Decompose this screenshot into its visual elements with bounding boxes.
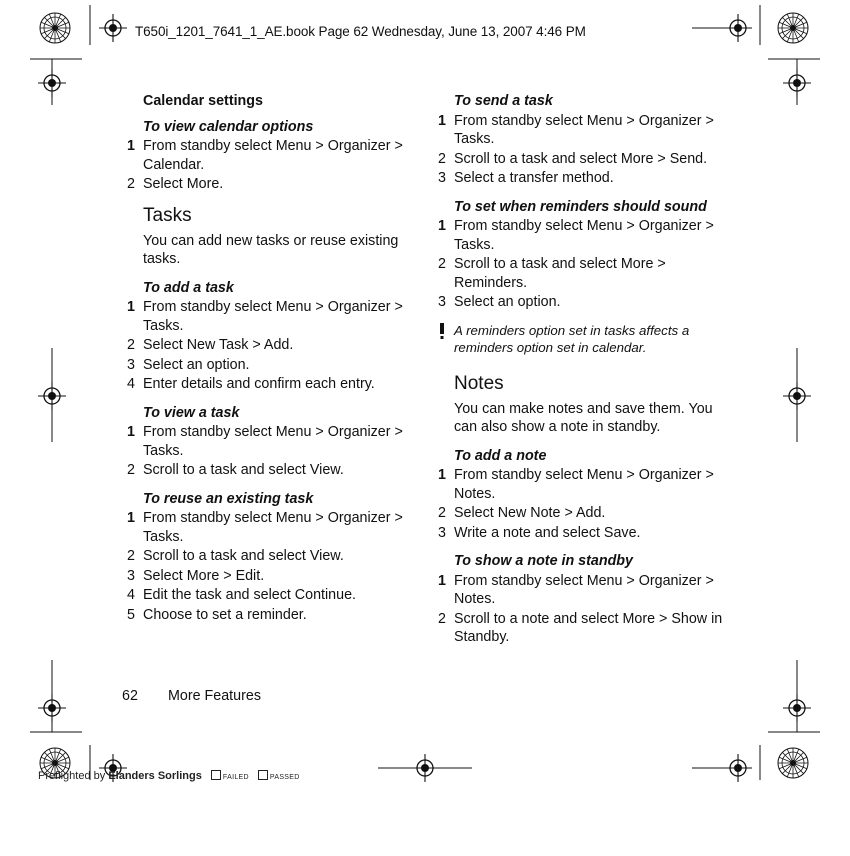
add-note-steps [438, 466, 728, 542]
step-item [438, 255, 728, 292]
book-info-header: T650i_1201_7641_1_AE.book Page 62 Wednesday, June 13, 2007 4:46 PM [135, 24, 586, 39]
step-text: Select a transfer method. [454, 170, 614, 186]
step-number: 2 [438, 610, 446, 627]
preflight-brand: Elanders Sorlings [108, 770, 202, 782]
step-number: 1 [127, 424, 135, 440]
step-number: 1 [127, 299, 135, 315]
step-number: 5 [127, 606, 135, 623]
step-text: Select an option. [454, 294, 561, 310]
step-item [438, 293, 728, 312]
step-text: Scroll to a task and select View. [143, 462, 344, 478]
view-options-steps [127, 137, 417, 194]
procedure-title: To show a note in standby [454, 553, 633, 569]
step-text: From standby select Menu > Organizer > Tasks. [143, 424, 403, 459]
step-number: 4 [127, 587, 135, 603]
crosshair-target-icon [38, 694, 66, 722]
step-item [127, 423, 417, 460]
reminder-note [438, 322, 728, 356]
step-text: From standby select Menu > Organizer > Tasks. [454, 112, 714, 147]
step-text: Select New Note > Add. [454, 505, 606, 521]
step-text: From standby select Menu > Organizer > Tasks. [143, 299, 403, 334]
step-text: Scroll to a task and select More > Send. [454, 150, 708, 167]
step-item [438, 610, 728, 647]
right-column [438, 92, 728, 657]
failed-checkbox [211, 770, 221, 780]
step-text: From standby select Menu > Organizer > Calendar. [143, 138, 403, 173]
step-number: 3 [127, 567, 135, 584]
calendar-settings-heading: Calendar settings [143, 93, 263, 109]
step-number: 2 [127, 548, 135, 564]
procedure-title: To set when reminders should sound [454, 198, 707, 215]
step-number: 1 [438, 112, 446, 129]
step-item [438, 572, 728, 609]
step-number: 1 [438, 218, 446, 234]
preflight-label: Preflighted by [38, 770, 106, 782]
step-item [438, 504, 728, 523]
tasks-heading: Tasks [143, 204, 192, 226]
step-item [127, 547, 417, 566]
procedure-title: To add a note [454, 447, 547, 464]
send-task-steps [438, 112, 728, 188]
crosshair-target-icon [783, 69, 811, 97]
crosshair-target-icon [38, 69, 66, 97]
crosshair-target-icon [783, 382, 811, 410]
step-number: 1 [438, 572, 446, 589]
crosshair-target-icon [783, 694, 811, 722]
passed-checkbox [258, 770, 268, 780]
crosshair-target-icon [38, 382, 66, 410]
step-number: 2 [438, 256, 446, 272]
step-number: 2 [127, 176, 135, 192]
step-number: 2 [438, 150, 446, 167]
notes-heading: Notes [454, 372, 504, 394]
add-task-steps [127, 298, 417, 394]
step-item [127, 586, 417, 605]
step-item [127, 567, 417, 586]
failed-label: FAILED [222, 774, 249, 781]
step-text: Scroll to a note and select More > Show in Standby. [454, 610, 723, 645]
step-item [127, 606, 417, 625]
step-text: From standby select Menu > Organizer > Tasks. [454, 218, 714, 253]
radial-star-icon [778, 748, 808, 778]
note-text: A reminders option set in tasks affects a reminders option set in calendar. [454, 322, 690, 355]
step-number: 3 [438, 170, 446, 186]
reuse-task-steps [127, 509, 417, 624]
step-number: 2 [127, 462, 135, 478]
tasks-intro: You can add new tasks or reuse existing tasks. [143, 232, 399, 267]
step-item [127, 175, 417, 194]
procedure-title: To view a task [143, 404, 240, 421]
procedure-title: To view calendar options [143, 118, 314, 135]
procedure-title: To add a task [143, 279, 234, 296]
step-number: 2 [127, 337, 135, 353]
passed-label: PASSED [269, 774, 300, 781]
step-text: Select More > Edit. [143, 567, 265, 584]
step-text: Scroll to a task and select More > Reminders. [454, 256, 666, 291]
step-item [438, 466, 728, 503]
step-item [127, 356, 417, 375]
step-text: Select an option. [143, 356, 250, 373]
step-number: 3 [438, 294, 446, 310]
page-number: 62 [122, 688, 138, 704]
step-text: Select New Task > Add. [143, 337, 294, 353]
step-item [438, 169, 728, 188]
step-text: From standby select Menu > Organizer > Tasks. [143, 510, 403, 545]
step-item [127, 336, 417, 355]
step-item [438, 112, 728, 149]
step-number: 2 [438, 505, 446, 521]
step-item [438, 217, 728, 254]
step-number: 1 [127, 138, 135, 154]
step-item [127, 137, 417, 174]
step-item [127, 509, 417, 546]
step-item [438, 150, 728, 169]
reminders-steps [438, 217, 728, 312]
step-number: 1 [438, 467, 446, 483]
step-number: 4 [127, 376, 135, 392]
step-text: Scroll to a task and select View. [143, 548, 344, 564]
step-text: Select More. [143, 176, 224, 192]
step-item [127, 375, 417, 394]
notes-intro: You can make notes and save them. You can also show a note in standby. [454, 400, 713, 435]
show-note-steps [438, 572, 728, 647]
step-text: Enter details and confirm each entry. [143, 376, 375, 392]
step-item [438, 524, 728, 543]
radial-star-icon [40, 13, 70, 43]
footer-section: More Features [168, 688, 261, 704]
step-text: From standby select Menu > Organizer > Notes. [454, 572, 714, 607]
step-number: 3 [438, 524, 446, 541]
left-column [127, 92, 417, 634]
step-number: 1 [127, 510, 135, 526]
step-item [127, 461, 417, 480]
step-item [127, 298, 417, 335]
exclamation-note-icon [438, 323, 446, 341]
step-text: From standby select Menu > Organizer > Notes. [454, 467, 714, 502]
crosshair-target-icon [99, 14, 127, 42]
step-text: Write a note and select Save. [454, 524, 641, 541]
radial-star-icon [778, 13, 808, 43]
step-text: Choose to set a reminder. [143, 606, 307, 623]
step-number: 3 [127, 356, 135, 373]
step-text: Edit the task and select Continue. [143, 587, 356, 603]
view-task-steps [127, 423, 417, 480]
procedure-title: To send a task [454, 93, 553, 109]
procedure-title: To reuse an existing task [143, 490, 314, 507]
preflight-stamp [38, 770, 300, 782]
